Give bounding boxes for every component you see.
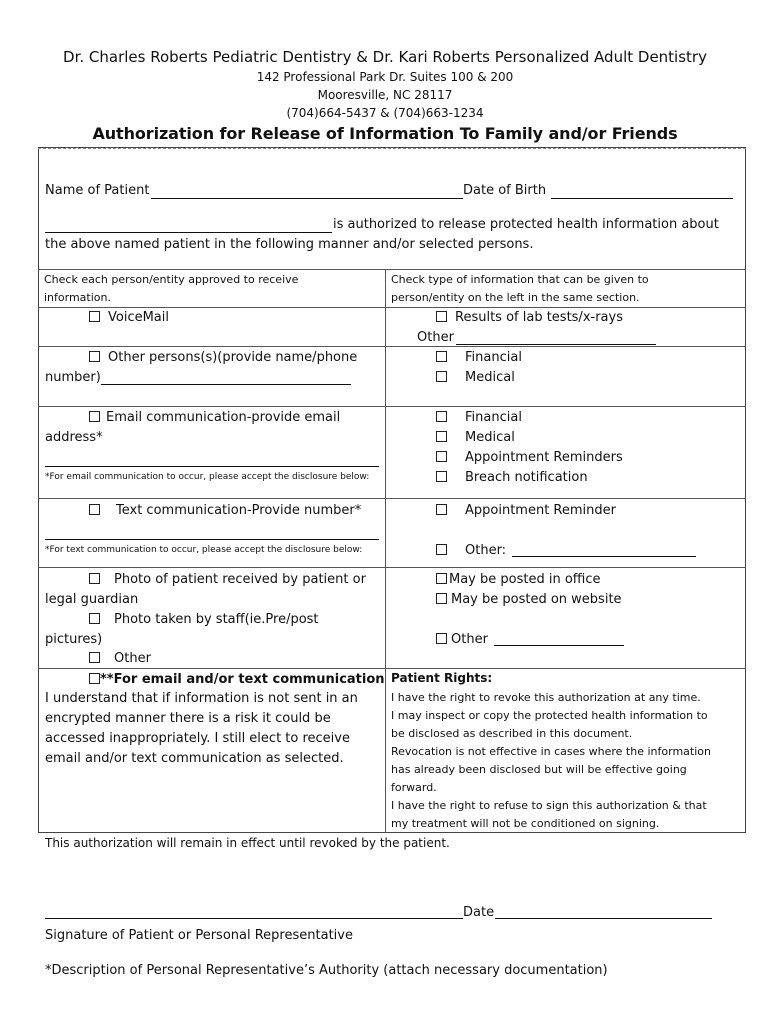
row5-other-field[interactable] xyxy=(494,645,624,646)
row4-reminder-label: Appointment Reminder xyxy=(465,503,616,518)
photo-staff-label: Photo taken by staff(ie.Pre/post xyxy=(114,612,319,627)
email-address-field[interactable] xyxy=(45,466,379,467)
consent-body-line: accessed inappropriately. I still elect to receive xyxy=(45,731,350,746)
row2-medical-label: Medical xyxy=(465,370,515,385)
row1-rule xyxy=(38,346,746,347)
row2-medical-checkbox[interactable] xyxy=(436,371,447,382)
voicemail-label: VoiceMail xyxy=(108,310,170,325)
left-header-line-1: Check each person/entity approved to receive xyxy=(44,273,299,286)
patient-rights-line: be disclosed as described in this document. xyxy=(391,727,633,740)
right-header-line-2: person/entity on the left in the same section. xyxy=(391,291,640,304)
photo-staff-label-2: pictures) xyxy=(45,632,103,647)
email-label: Email communication-provide email xyxy=(106,410,341,425)
row3-financial-label: Financial xyxy=(465,410,522,425)
text-label: Text communication-Provide number* xyxy=(116,503,362,518)
photo-other-label: Other xyxy=(114,651,151,666)
right-header xyxy=(391,271,649,307)
photo-guardian-checkbox[interactable] xyxy=(89,573,100,584)
right-header-line-1: Check type of information that can be given to xyxy=(391,273,649,286)
row3-reminders-option xyxy=(436,448,623,468)
email-checkbox[interactable] xyxy=(89,411,100,422)
consent-body-line: encrypted manner there is a risk it could be xyxy=(45,711,331,726)
practice-name: Dr. Charles Roberts Pediatric Dentistry & Dr. Kari Roberts Personalized Adult Dentistry xyxy=(63,48,707,66)
row4-other-field[interactable] xyxy=(512,556,696,557)
row3-rule xyxy=(38,498,746,499)
patient-rights-line: forward. xyxy=(391,781,437,794)
voicemail-checkbox[interactable] xyxy=(89,311,100,322)
row4-reminder-option xyxy=(436,501,616,521)
signature-field[interactable] xyxy=(45,918,463,919)
patient-rights-line: Revocation is not effective in cases where the information xyxy=(391,745,711,758)
authorized-party-field[interactable] xyxy=(45,232,332,233)
posted-office-checkbox[interactable] xyxy=(436,573,447,584)
consent-body xyxy=(45,689,358,769)
photo-guardian-option xyxy=(89,570,366,590)
email-disclosure-note: *For email communication to occur, please accept the disclosure below: xyxy=(45,472,370,482)
table-top-rule xyxy=(38,269,746,270)
text-disclosure-note: *For text communication to occur, please accept the disclosure below: xyxy=(45,545,363,555)
photo-other-option xyxy=(89,649,151,669)
row2-financial-checkbox[interactable] xyxy=(436,351,447,362)
row3-reminders-label: Appointment Reminders xyxy=(465,450,623,465)
row1-other-field[interactable] xyxy=(456,344,656,345)
authorized-text: is authorized to release protected health information about xyxy=(333,217,719,232)
other-persons-option xyxy=(89,348,357,368)
other-persons-checkbox[interactable] xyxy=(89,351,100,362)
voicemail-option xyxy=(89,308,169,328)
row3-reminders-checkbox[interactable] xyxy=(436,451,447,462)
other-persons-label-2: number) xyxy=(45,370,101,385)
row1-other-label: Other xyxy=(417,330,454,345)
signature-date-field[interactable] xyxy=(495,918,712,919)
row3-medical-checkbox[interactable] xyxy=(436,431,447,442)
row2-medical-option xyxy=(436,368,515,388)
photo-staff-option xyxy=(89,610,319,630)
patient-rights-line: I have the right to revoke this authorization at any time. xyxy=(391,691,701,704)
email-label-2: address* xyxy=(45,430,103,445)
top-dashed-rule xyxy=(38,148,746,149)
row4-reminder-checkbox[interactable] xyxy=(436,504,447,515)
patient-rights-line: has already been disclosed but will be effective going xyxy=(391,763,687,776)
text-checkbox[interactable] xyxy=(89,504,100,515)
photo-guardian-label-2: legal guardian xyxy=(45,592,139,607)
lab-results-label: Results of lab tests/x-rays xyxy=(455,310,623,325)
effect-note: This authorization will remain in effect until revoked by the patient. xyxy=(45,836,450,850)
date-label: Date xyxy=(463,905,495,920)
photo-guardian-label: Photo of patient received by patient or xyxy=(114,572,366,587)
patient-rights-line: I have the right to refuse to sign this authorization & that xyxy=(391,799,707,812)
signature-label: Signature of Patient or Personal Representative xyxy=(45,928,353,943)
row2-rule xyxy=(38,406,746,407)
row3-financial-checkbox[interactable] xyxy=(436,411,447,422)
patient-rights-line: my treatment will not be conditioned on signing. xyxy=(391,817,660,830)
patient-rights-body xyxy=(391,689,711,833)
authorized-text-2: the above named patient in the following manner and/or selected persons. xyxy=(45,237,534,252)
address-line-1: 142 Professional Park Dr. Suites 100 & 200 xyxy=(256,70,514,84)
photo-other-checkbox[interactable] xyxy=(89,652,100,663)
text-number-field[interactable] xyxy=(45,539,379,540)
row4-rule xyxy=(38,567,746,568)
other-persons-label: Other persons(s)(provide name/phone xyxy=(108,350,358,365)
consent-body-line: I understand that if information is not sent in an xyxy=(45,691,358,706)
row4-other-option xyxy=(436,541,506,561)
posted-website-checkbox[interactable] xyxy=(436,593,447,604)
left-header-line-2: information. xyxy=(44,291,111,304)
left-header xyxy=(44,271,298,307)
row4-other-label: Other: xyxy=(465,543,507,558)
posted-office-label: May be posted in office xyxy=(449,572,601,587)
row5-other-label: Other xyxy=(451,632,488,647)
patient-name-field[interactable] xyxy=(151,198,463,199)
form-title: Authorization for Release of Information To Family and/or Friends xyxy=(92,124,678,143)
consent-checkbox[interactable] xyxy=(89,673,100,684)
row5-other-option xyxy=(436,630,488,650)
consent-body-line: email and/or text communication as selected. xyxy=(45,751,344,766)
table-column-divider xyxy=(385,269,386,833)
patient-rights-line: I may inspect or copy the protected health information to xyxy=(391,709,708,722)
patient-name-label: Name of Patient xyxy=(45,183,150,198)
dob-label: Date of Birth xyxy=(463,183,547,198)
row3-breach-option xyxy=(436,468,588,488)
other-persons-field[interactable] xyxy=(101,384,351,385)
row3-medical-option xyxy=(436,428,515,448)
lab-results-checkbox[interactable] xyxy=(436,311,447,322)
row3-medical-label: Medical xyxy=(465,430,515,445)
row3-breach-checkbox[interactable] xyxy=(436,471,447,482)
posted-website-label: May be posted on website xyxy=(451,592,622,607)
row3-breach-label: Breach notification xyxy=(465,470,588,485)
patient-rights-title: Patient Rights: xyxy=(391,671,493,685)
address-line-2: Mooresville, NC 28117 xyxy=(317,88,453,102)
lab-results-option xyxy=(436,308,623,328)
phone-numbers: (704)664-5437 & (704)663-1234 xyxy=(286,106,484,120)
consent-title: **For email and/or text communication xyxy=(100,672,385,687)
row2-financial-option xyxy=(436,348,522,368)
row4-other-checkbox[interactable] xyxy=(436,544,447,555)
posted-website-option xyxy=(436,590,622,610)
row5-other-checkbox[interactable] xyxy=(436,633,447,644)
posted-office-option xyxy=(436,570,601,590)
row2-financial-label: Financial xyxy=(465,350,522,365)
photo-staff-checkbox[interactable] xyxy=(89,613,100,624)
representative-authority-note: *Description of Personal Representative’s Authority (attach necessary documentation) xyxy=(45,963,608,978)
row3-financial-option xyxy=(436,408,522,428)
dob-field[interactable] xyxy=(551,198,733,199)
text-option xyxy=(89,501,361,521)
consent-title-option xyxy=(89,670,385,690)
email-option xyxy=(89,408,340,428)
